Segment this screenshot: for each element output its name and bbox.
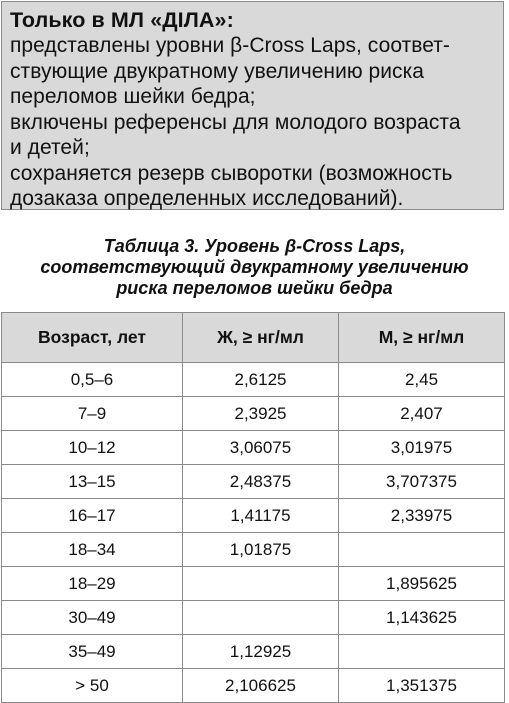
- table-body: [2, 363, 505, 703]
- cell-age: 10–12: [2, 431, 183, 465]
- table-row: [2, 669, 505, 703]
- cell-male: 1,895625: [339, 567, 505, 601]
- table-row: [2, 363, 505, 397]
- cell-age: 18–29: [2, 567, 183, 601]
- info-box-line: включены референсы для молодого возраста: [10, 110, 461, 134]
- cell-age: > 50: [2, 669, 183, 703]
- cell-male: 2,407: [339, 397, 505, 431]
- cell-female: 2,106625: [183, 669, 339, 703]
- cell-male: 1,351375: [339, 669, 505, 703]
- cell-male: 1,143625: [339, 601, 505, 635]
- header-male: М, ≥ нг/мл: [339, 313, 505, 363]
- table-row: [2, 499, 505, 533]
- cell-female: 2,48375: [183, 465, 339, 499]
- table-row: [2, 601, 505, 635]
- table-caption: [0, 236, 509, 299]
- info-box-line: дозаказа определенных исследований).: [10, 187, 404, 210]
- table-header-row: [2, 313, 505, 363]
- cell-female: 2,3925: [183, 397, 339, 431]
- cell-male: 2,45: [339, 363, 505, 397]
- cell-male: 3,01975: [339, 431, 505, 465]
- cell-female: [183, 567, 339, 601]
- cell-female: [183, 601, 339, 635]
- header-female: Ж, ≥ нг/мл: [183, 313, 339, 363]
- cell-age: 7–9: [2, 397, 183, 431]
- info-box: [1, 1, 504, 210]
- cell-age: 30–49: [2, 601, 183, 635]
- cell-age: 0,5–6: [2, 363, 183, 397]
- cell-age: 13–15: [2, 465, 183, 499]
- cell-male: 3,707375: [339, 465, 505, 499]
- cell-female: 2,6125: [183, 363, 339, 397]
- table-row: [2, 567, 505, 601]
- caption-line: Таблица 3. Уровень β-Cross Laps,: [103, 236, 406, 256]
- info-box-line: сохраняется резерв сыворотки (возможность: [10, 161, 453, 185]
- caption-line: риска переломов шейки бедра: [116, 278, 393, 298]
- reference-table: [1, 312, 505, 703]
- info-box-line: и детей;: [10, 136, 90, 159]
- info-box-line: ствующие двукратному увеличению риска: [10, 59, 425, 83]
- cell-male: [339, 533, 505, 567]
- cell-age: 35–49: [2, 635, 183, 669]
- header-age: Возраст, лет: [2, 313, 183, 363]
- table-row: [2, 397, 505, 431]
- cell-female: 1,12925: [183, 635, 339, 669]
- table-row: [2, 533, 505, 567]
- cell-male: 2,33975: [339, 499, 505, 533]
- table-row: [2, 431, 505, 465]
- cell-female: 3,06075: [183, 431, 339, 465]
- cell-age: 16–17: [2, 499, 183, 533]
- cell-male: [339, 635, 505, 669]
- table-row: [2, 635, 505, 669]
- info-box-line: представлены уровни β-Cross Laps, соответ-: [10, 34, 450, 57]
- info-box-line: переломов шейки бедра;: [10, 85, 256, 108]
- caption-line: соответствующий двукратному увеличению: [40, 257, 469, 277]
- cell-age: 18–34: [2, 533, 183, 567]
- cell-female: 1,01875: [183, 533, 339, 567]
- cell-female: 1,41175: [183, 499, 339, 533]
- table-row: [2, 465, 505, 499]
- info-box-title: Только в МЛ «ДІЛА»:: [10, 8, 234, 32]
